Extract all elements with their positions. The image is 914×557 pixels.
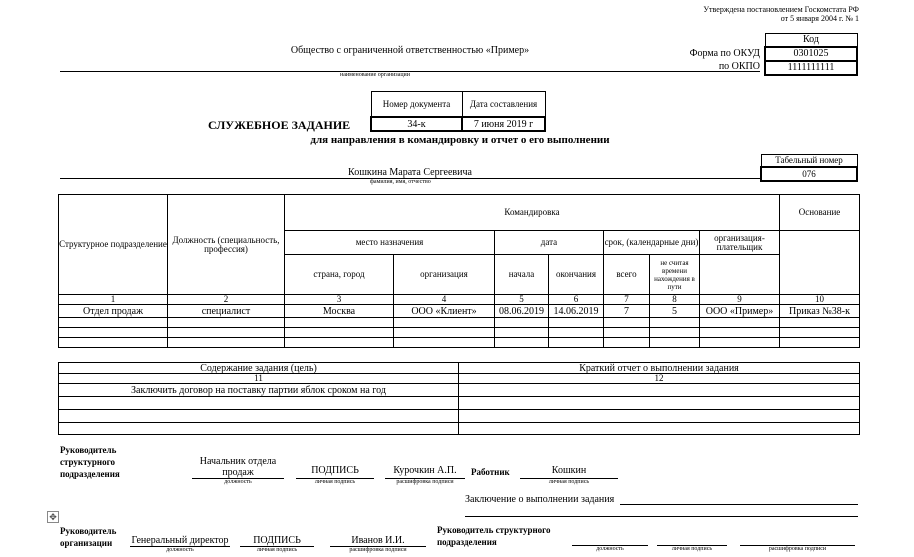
caption-decoding: расшифровка подписи — [396, 479, 454, 485]
th-term: срок, (календарные дни) — [604, 231, 700, 255]
caption-position: должность — [224, 479, 252, 485]
doc-subtitle: для направления в командировку и отчет о его выполнении — [310, 134, 610, 146]
caption-position: должность — [596, 546, 624, 552]
col-num: 10 — [780, 295, 860, 305]
cell-basis: Приказ №38-к — [780, 305, 860, 318]
tab-number-value: 076 — [761, 167, 857, 181]
col-num: 5 — [495, 295, 549, 305]
doc-date-value: 7 июня 2019 г — [462, 117, 545, 131]
th-trip: Командировка — [285, 195, 780, 231]
task-report-label: Краткий отчет о выполнении задания — [459, 363, 860, 374]
tab-number-table — [760, 154, 858, 182]
col-num: 2 — [168, 295, 285, 305]
head-struct-label: Руководитель структурного подразделения — [60, 445, 120, 479]
okpo-value: 1111111111 — [765, 61, 857, 75]
th-basis-empty — [780, 231, 860, 295]
table-row — [59, 305, 860, 318]
approval-note-line1: Утверждена постановлением Госкомстата РФ — [703, 5, 859, 14]
worker-signature: Кошкин — [551, 465, 587, 476]
head-org-label: Руководитель организации — [60, 526, 117, 548]
table-row — [59, 338, 860, 348]
th-start: начала — [495, 255, 549, 295]
head-struct-name: Курочкин А.П. — [393, 465, 457, 476]
cell-position: специалист — [168, 305, 285, 318]
doc-number-label: Номер документа — [371, 92, 462, 118]
col-num: 6 — [549, 295, 604, 305]
col-num: 3 — [285, 295, 394, 305]
th-basis: Основание — [780, 195, 860, 231]
cell-end: 14.06.2019 — [549, 305, 604, 318]
col-num: 7 — [604, 295, 650, 305]
okud-value: 0301025 — [765, 47, 857, 61]
code-box — [764, 33, 858, 76]
th-excl: не считая времени нахождения в пути — [650, 255, 700, 295]
col-num: 9 — [700, 295, 780, 305]
th-struct: Структурное подразделение — [59, 195, 168, 295]
caption-signature: личная подпись — [256, 547, 298, 553]
head-struct-label-2: Руководитель структурного подразделения — [437, 525, 551, 547]
conclusion-label: Заключение о выполнении задания — [465, 494, 615, 505]
th-date: дата — [495, 231, 604, 255]
okud-label: Форма по ОКУД — [689, 48, 760, 59]
head-org-name: Иванов И.И. — [351, 535, 405, 546]
th-org: организация — [394, 255, 495, 295]
caption-signature: личная подпись — [548, 479, 590, 485]
cell-city: Москва — [285, 305, 394, 318]
head-org-position: Генеральный директор — [131, 535, 229, 546]
head-org-signature: ПОДПИСЬ — [253, 535, 301, 546]
task-num-11: 11 — [59, 374, 459, 384]
trip-table — [58, 194, 860, 348]
cell-struct: Отдел продаж — [59, 305, 168, 318]
caption-signature: личная подпись — [314, 479, 356, 485]
employee-name-caption: фамилия, имя, отчество — [370, 179, 431, 185]
approval-note-line2: от 5 января 2004 г. № 1 — [780, 14, 859, 23]
th-payer-empty — [700, 255, 780, 295]
doc-number-table — [370, 91, 546, 132]
th-destination: место назначения — [285, 231, 495, 255]
doc-title: СЛУЖЕБНОЕ ЗАДАНИЕ — [208, 118, 351, 132]
worker-label: Работник — [471, 467, 510, 477]
caption-decoding: расшифровка подписи — [349, 547, 407, 553]
caption-decoding: расшифровка подписи — [768, 546, 827, 552]
employee-name: Кошкина Марата Сергеевича — [348, 167, 472, 178]
cell-total: 7 — [604, 305, 650, 318]
org-name: Общество с ограниченной ответственностью «Пример» — [290, 45, 530, 56]
task-content-value: Заключить договор на поставку партии яблок сроком на год — [59, 384, 459, 397]
th-position: Должность (специальность, профессия) — [168, 195, 285, 295]
caption-position: должность — [166, 547, 194, 553]
okpo-label: по ОКПО — [718, 61, 760, 72]
doc-number-value: 34-к — [371, 117, 462, 131]
head-struct-signature: ПОДПИСЬ — [311, 465, 359, 476]
th-payer: организация-плательщик — [700, 231, 780, 255]
table-row — [59, 318, 860, 328]
cell-excl: 5 — [650, 305, 700, 318]
cell-start: 08.06.2019 — [495, 305, 549, 318]
col-num: 1 — [59, 295, 168, 305]
th-end: окончания — [549, 255, 604, 295]
task-table — [58, 362, 860, 435]
org-caption: наименование организации — [340, 72, 410, 78]
tab-number-label: Табельный номер — [761, 155, 857, 168]
doc-date-label: Дата составления — [462, 92, 545, 118]
task-content-label: Содержание задания (цель) — [59, 363, 459, 374]
head-struct-position: Начальник отдела продаж — [199, 456, 277, 478]
col-num: 8 — [650, 295, 700, 305]
cell-org: ООО «Клиент» — [394, 305, 495, 318]
th-city: страна, город — [285, 255, 394, 295]
task-num-12: 12 — [459, 374, 860, 384]
caption-signature: личная подпись — [671, 546, 713, 552]
table-row — [59, 328, 860, 338]
code-label: Код — [765, 34, 857, 48]
col-num: 4 — [394, 295, 495, 305]
cell-payer: ООО «Пример» — [700, 305, 780, 318]
th-total: всего — [604, 255, 650, 295]
move-handle-icon[interactable]: ✥ — [47, 511, 59, 523]
